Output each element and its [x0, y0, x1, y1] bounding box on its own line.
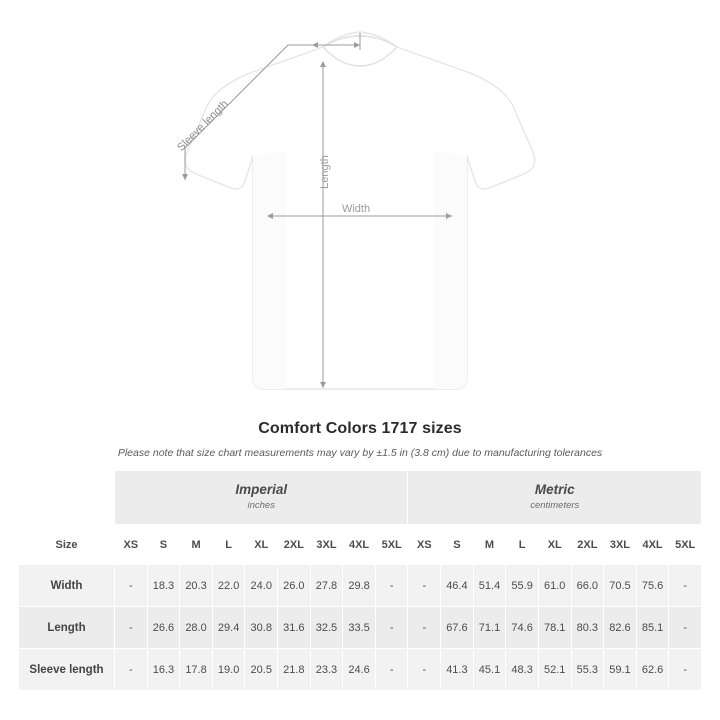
cell-width-metric-l: 55.9	[506, 565, 539, 607]
cell-length-metric-m: 71.1	[473, 607, 506, 649]
cell-sleeve-length-metric-2xl: 55.3	[571, 649, 604, 691]
size-header-metric-l: L	[506, 525, 539, 565]
table-row	[19, 607, 702, 649]
cell-width-imperial-xl: 24.0	[245, 565, 278, 607]
cell-sleeve-length-metric-s: 41.3	[441, 649, 474, 691]
cell-width-imperial-s: 18.3	[147, 565, 180, 607]
size-header-imperial-2xl: 2XL	[278, 525, 311, 565]
cell-sleeve-length-metric-xs: -	[408, 649, 441, 691]
cell-width-imperial-5xl: -	[375, 565, 408, 607]
cell-sleeve-length-imperial-5xl: -	[375, 649, 408, 691]
size-header-imperial-s: S	[147, 525, 180, 565]
cell-length-metric-2xl: 80.3	[571, 607, 604, 649]
size-header-metric-xl: XL	[538, 525, 571, 565]
size-table-wrap	[18, 470, 702, 691]
cell-width-imperial-m: 20.3	[180, 565, 213, 607]
size-header-metric-m: M	[473, 525, 506, 565]
table-size-header-row	[19, 525, 702, 565]
cell-sleeve-length-metric-l: 48.3	[506, 649, 539, 691]
size-header-metric-3xl: 3XL	[604, 525, 637, 565]
cell-width-metric-3xl: 70.5	[604, 565, 637, 607]
cell-length-metric-4xl: 85.1	[636, 607, 669, 649]
system-unit: inches	[247, 500, 275, 512]
cell-sleeve-length-metric-4xl: 62.6	[636, 649, 669, 691]
size-header-imperial-xs: XS	[115, 525, 148, 565]
cell-width-imperial-2xl: 26.0	[278, 565, 311, 607]
size-header-metric-5xl: 5XL	[669, 525, 702, 565]
cell-width-imperial-xs: -	[115, 565, 148, 607]
size-column-header: Size	[19, 525, 115, 565]
cell-width-imperial-3xl: 27.8	[310, 565, 343, 607]
size-header-imperial-5xl: 5XL	[375, 525, 408, 565]
size-header-metric-xs: XS	[408, 525, 441, 565]
cell-sleeve-length-imperial-m: 17.8	[180, 649, 213, 691]
tolerance-note: Please note that size chart measurements may vary by ±1.5 in (3.8 cm) due to manufacturing tolerances	[117, 447, 603, 459]
cell-width-imperial-4xl: 29.8	[343, 565, 376, 607]
cell-width-metric-4xl: 75.6	[636, 565, 669, 607]
size-header-imperial-3xl: 3XL	[310, 525, 343, 565]
cell-length-metric-l: 74.6	[506, 607, 539, 649]
cell-length-metric-3xl: 82.6	[604, 607, 637, 649]
sleeve-length-label: Sleeve length	[175, 98, 231, 154]
system-name: Metric	[534, 482, 575, 498]
cell-sleeve-length-metric-m: 45.1	[473, 649, 506, 691]
size-header-imperial-4xl: 4XL	[343, 525, 376, 565]
cell-length-metric-5xl: -	[669, 607, 702, 649]
cell-length-imperial-5xl: -	[375, 607, 408, 649]
size-header-imperial-xl: XL	[245, 525, 278, 565]
size-header-imperial-l: L	[212, 525, 245, 565]
width-label: Width	[341, 203, 371, 215]
table-row	[19, 565, 702, 607]
length-label: Length	[319, 155, 331, 189]
cell-length-metric-xl: 78.1	[538, 607, 571, 649]
cell-length-imperial-xl: 30.8	[245, 607, 278, 649]
cell-sleeve-length-imperial-4xl: 24.6	[343, 649, 376, 691]
table-corner-cell	[19, 471, 115, 525]
cell-width-metric-m: 51.4	[473, 565, 506, 607]
cell-length-metric-s: 67.6	[441, 607, 474, 649]
cell-width-metric-xs: -	[408, 565, 441, 607]
size-chart-table	[18, 470, 702, 691]
cell-width-metric-xl: 61.0	[538, 565, 571, 607]
size-header-metric-4xl: 4XL	[636, 525, 669, 565]
page-title: Comfort Colors 1717 sizes	[258, 420, 462, 437]
row-label-width: Width	[19, 565, 115, 607]
cell-width-metric-s: 46.4	[441, 565, 474, 607]
row-label-sleeve-length: Sleeve length	[19, 649, 115, 691]
cell-sleeve-length-imperial-xl: 20.5	[245, 649, 278, 691]
cell-sleeve-length-imperial-s: 16.3	[147, 649, 180, 691]
cell-sleeve-length-metric-3xl: 59.1	[604, 649, 637, 691]
cell-sleeve-length-imperial-2xl: 21.8	[278, 649, 311, 691]
cell-length-imperial-s: 26.6	[147, 607, 180, 649]
cell-length-imperial-4xl: 33.5	[343, 607, 376, 649]
system-unit: centimeters	[530, 500, 580, 512]
system-header-imperial	[115, 471, 408, 525]
cell-width-metric-2xl: 66.0	[571, 565, 604, 607]
cell-sleeve-length-metric-5xl: -	[669, 649, 702, 691]
cell-sleeve-length-imperial-3xl: 23.3	[310, 649, 343, 691]
cell-width-metric-5xl: -	[669, 565, 702, 607]
table-row	[19, 649, 702, 691]
title-block	[0, 410, 720, 459]
size-header-metric-s: S	[441, 525, 474, 565]
size-header-metric-2xl: 2XL	[571, 525, 604, 565]
cell-length-imperial-m: 28.0	[180, 607, 213, 649]
cell-length-imperial-3xl: 32.5	[310, 607, 343, 649]
cell-sleeve-length-imperial-l: 19.0	[212, 649, 245, 691]
row-label-length: Length	[19, 607, 115, 649]
cell-width-imperial-l: 22.0	[212, 565, 245, 607]
system-name: Imperial	[235, 482, 288, 498]
system-header-metric	[408, 471, 702, 525]
table-system-header-row	[19, 471, 702, 525]
cell-length-metric-xs: -	[408, 607, 441, 649]
cell-sleeve-length-imperial-xs: -	[115, 649, 148, 691]
cell-length-imperial-2xl: 31.6	[278, 607, 311, 649]
cell-sleeve-length-metric-xl: 52.1	[538, 649, 571, 691]
cell-length-imperial-l: 29.4	[212, 607, 245, 649]
size-header-imperial-m: M	[180, 525, 213, 565]
cell-length-imperial-xs: -	[115, 607, 148, 649]
